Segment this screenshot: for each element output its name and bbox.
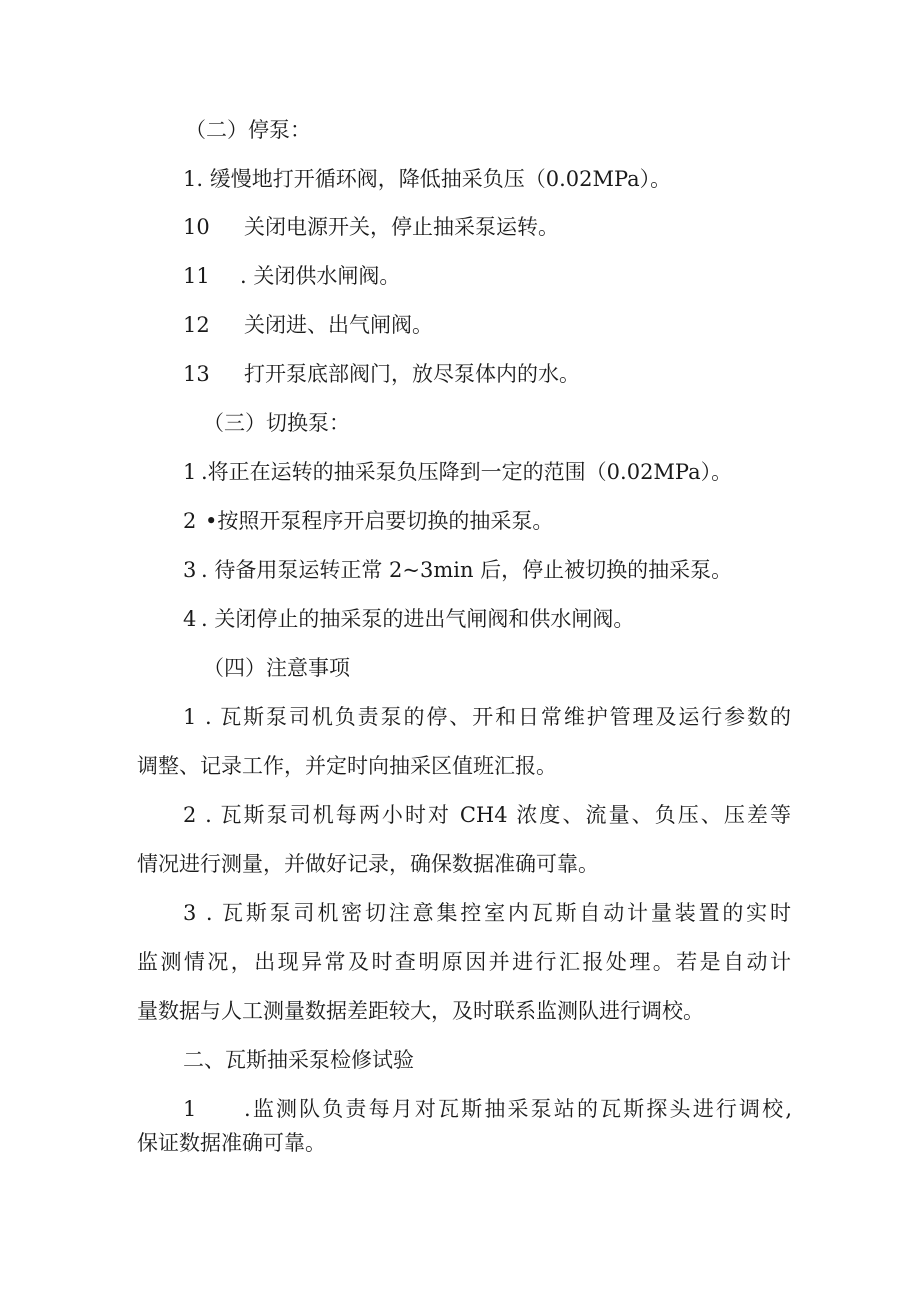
section-heading-notes: （四）注意事项 [203,656,350,680]
paragraph-line: 情况进行测量，并做好记录，确保数据准确可靠。 [137,852,599,876]
step-number: 11 [183,264,210,288]
step-text: .将正在运转的抽采泵负压降到一定的范围（0.02MPa）。 [201,460,733,484]
paragraph-line: 2 . 瓦斯泵司机每两小时对 CH4 浓度、流量、负压、压差等 [183,803,791,827]
paragraph-line: 监测情况，出现异常及时查明原因并进行汇报处理。若是自动计 [137,950,791,974]
step-text: •按照开泵程序开启要切换的抽采泵。 [205,509,554,533]
step-text: . 关闭供水闸阀。 [240,264,401,288]
paragraph-line: 保证数据准确可靠。 [137,1131,326,1155]
step-text: 关闭电源开关，停止抽采泵运转。 [244,215,559,239]
step-number: 12 [183,313,210,337]
paragraph-line: 3 . 瓦斯泵司机密切注意集控室内瓦斯自动计量装置的实时 [183,901,791,925]
paragraph-line: .监测队负责每月对瓦斯抽采泵站的瓦斯探头进行调校, [244,1097,792,1121]
step-text: . 关闭停止的抽采泵的进出气闸阀和供水闸阀。 [201,607,635,631]
section-heading-maintenance: 二、瓦斯抽采泵检修试验 [183,1048,414,1072]
step-number: 1 [183,1097,197,1121]
paragraph-line: 量数据与人工测量数据差距较大，及时联系监测队进行调校。 [137,999,704,1023]
step-text: 关闭进、出气闸阀。 [244,313,433,337]
step-number: 4 [183,607,197,631]
step-text: . 待备用泵运转正常 2~3min 后，停止被切换的抽采泵。 [201,558,733,582]
step-number: 13 [183,362,210,386]
section-heading-stop-pump: （二）停泵： [185,118,311,142]
paragraph-line: 1 . 瓦斯泵司机负责泵的停、开和日常维护管理及运行参数的 [183,705,791,729]
step-number: 10 [183,215,210,239]
step-number: 2 [183,509,197,533]
stop-step-1: 1. 缓慢地打开循环阀，降低抽采负压（0.02MPa）。 [183,167,672,191]
paragraph-line: 调整、记录工作，并定时向抽采区值班汇报。 [137,754,557,778]
section-heading-switch-pump: （三）切换泵： [203,411,350,435]
step-number: 1 [183,460,197,484]
step-number: 3 [183,558,197,582]
step-text: 打开泵底部阀门，放尽泵体内的水。 [244,362,580,386]
